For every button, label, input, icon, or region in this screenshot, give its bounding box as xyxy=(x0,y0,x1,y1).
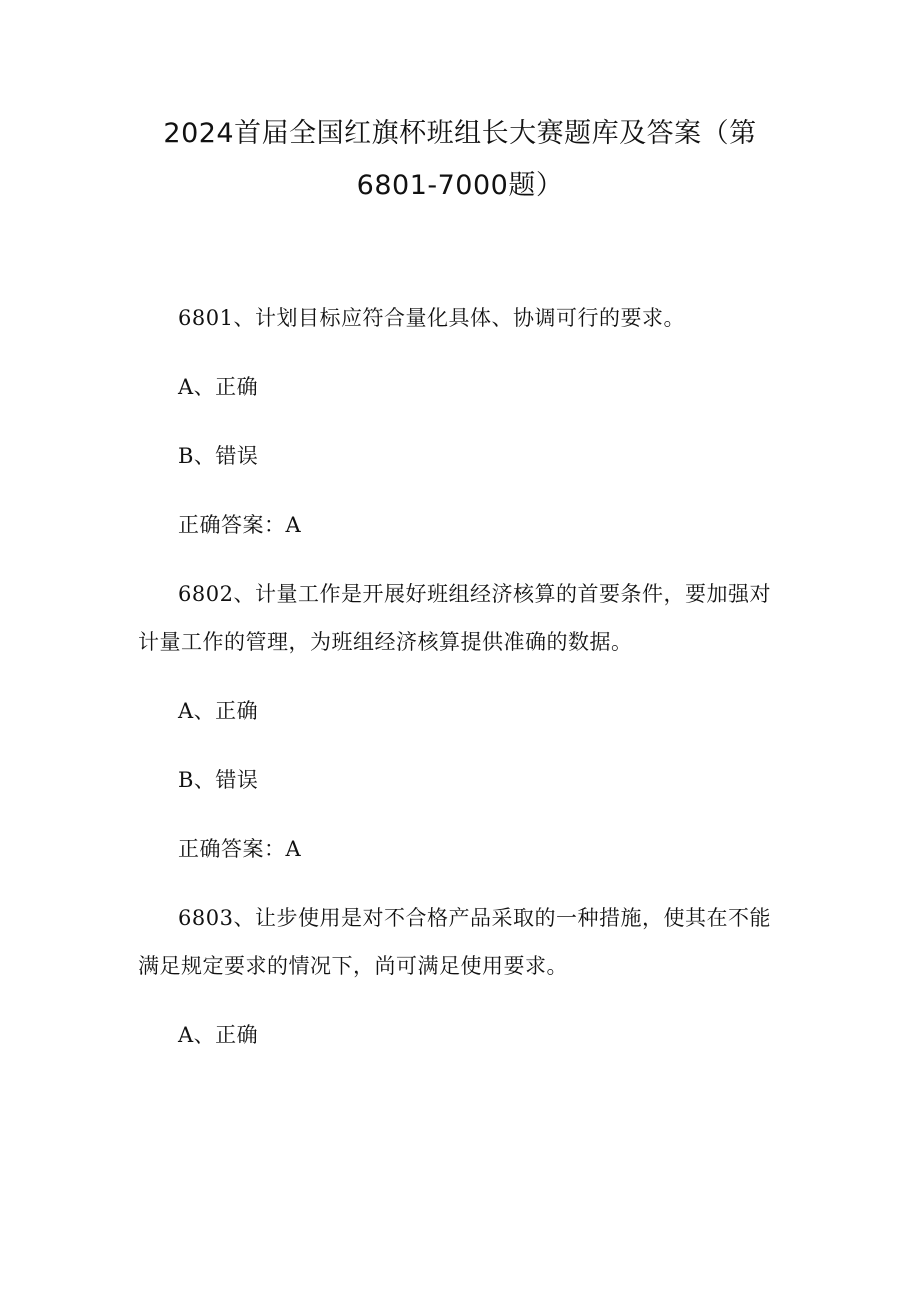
document-title-line-1: 2024首届全国红旗杯班组长大赛题库及答案（第 xyxy=(163,118,757,149)
question-stem: 6803、让步使用是对不合格产品采取的一种措施，使其在不能 xyxy=(178,906,771,930)
question-stem: 6802、计量工作是开展好班组经济核算的首要条件，要加强对 xyxy=(178,582,771,606)
correct-answer: 正确答案：A xyxy=(178,837,302,861)
document-title-line-2: 6801-7000题） xyxy=(356,170,564,201)
option-b: B、错误 xyxy=(178,768,259,792)
question-stem-continued: 计量工作的管理，为班组经济核算提供准确的数据。 xyxy=(138,630,633,654)
question-stem: 6801、计划目标应符合量化具体、协调可行的要求。 xyxy=(178,306,685,330)
option-a: A、正确 xyxy=(178,699,259,723)
option-b: B、错误 xyxy=(178,444,259,468)
question-stem-continued: 满足规定要求的情况下，尚可满足使用要求。 xyxy=(138,954,568,978)
correct-answer: 正确答案：A xyxy=(178,513,302,537)
option-a: A、正确 xyxy=(178,1023,259,1047)
option-a: A、正确 xyxy=(178,375,259,399)
